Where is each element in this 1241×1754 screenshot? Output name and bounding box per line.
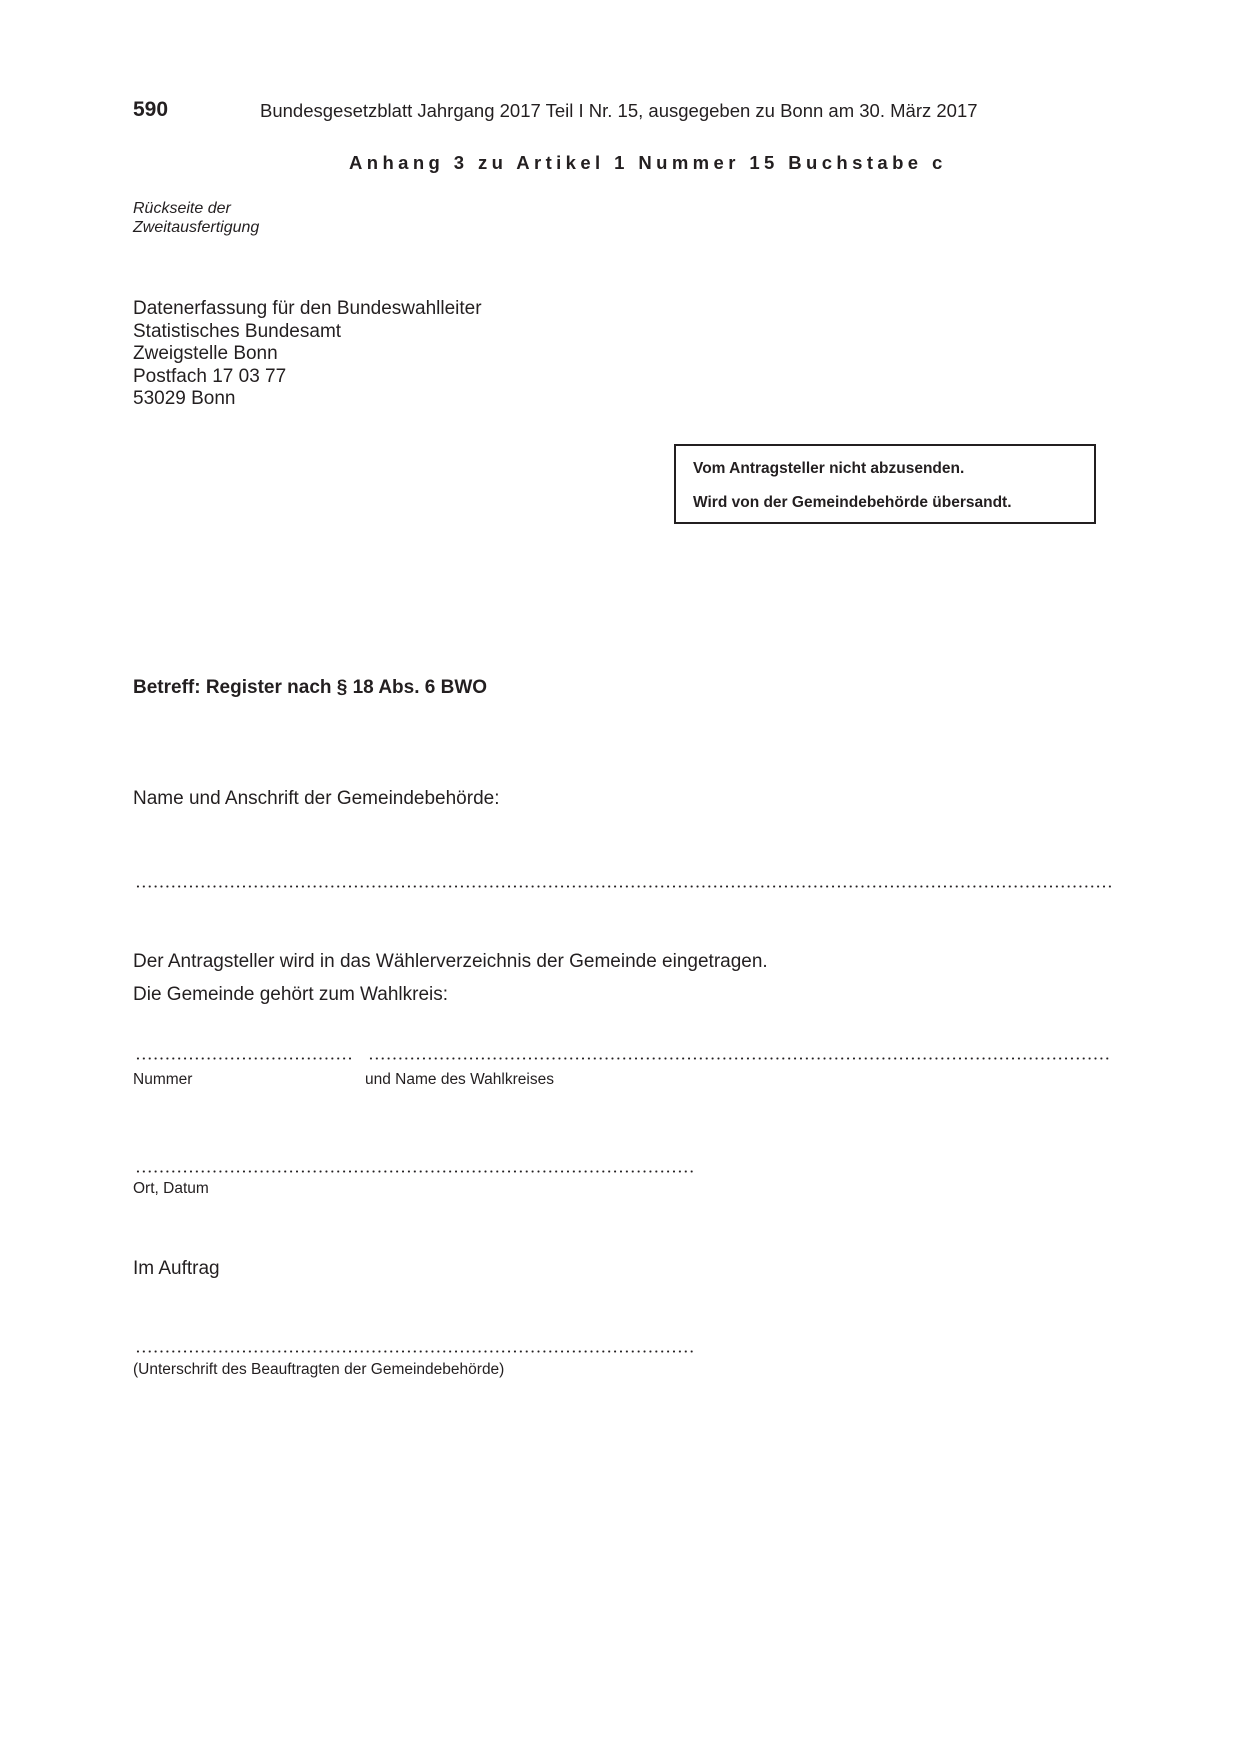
constituency-number-caption: Nummer — [133, 1071, 193, 1088]
notice-box — [674, 444, 1096, 524]
constituency-number-field[interactable] — [135, 1057, 353, 1060]
constituency-intro: Die Gemeinde gehört zum Wahlkreis: — [133, 984, 449, 1005]
running-header: Bundesgesetzblatt Jahrgang 2017 Teil I Nr. 15, ausgegeben zu Bonn am 30. März 2017 — [260, 100, 978, 121]
back-side-note — [133, 199, 259, 237]
notice-line: Wird von der Gemeindebehörde übersandt. — [693, 494, 1012, 511]
place-date-caption: Ort, Datum — [133, 1180, 209, 1197]
place-date-field[interactable] — [135, 1170, 695, 1173]
address-line: Postfach 17 03 77 — [133, 365, 287, 387]
address-line: Datenerfassung für den Bundeswahlleiter — [133, 298, 482, 319]
authority-name-field[interactable] — [135, 885, 1111, 888]
address-line: 53029 Bonn — [133, 388, 236, 409]
signature-caption: (Unterschrift des Beauftragten der Gemeindebehörde) — [133, 1361, 505, 1378]
signature-field[interactable] — [135, 1350, 695, 1353]
back-side-note-line: Rückseite der — [133, 200, 231, 217]
on-behalf-label: Im Auftrag — [133, 1258, 220, 1279]
recipient-address — [133, 298, 482, 411]
address-line: Zweigstelle Bonn — [133, 343, 278, 364]
page-number: 590 — [133, 98, 169, 121]
constituency-name-field[interactable] — [368, 1057, 1112, 1060]
back-side-note-line: Zweitausfertigung — [133, 219, 260, 236]
registration-statement: Der Antragsteller wird in das Wählerverzeichnis der Gemeinde eingetragen. — [133, 951, 768, 972]
notice-line: Vom Antragsteller nicht abzusenden. — [693, 460, 965, 477]
address-line: Statistisches Bundesamt — [133, 320, 342, 342]
authority-label: Name und Anschrift der Gemeindebehörde: — [133, 788, 500, 809]
annex-title: Anhang 3 zu Artikel 1 Nummer 15 Buchstabe c — [349, 152, 947, 173]
constituency-name-caption: und Name des Wahlkreises — [365, 1071, 554, 1088]
subject-line: Betreff: Register nach § 18 Abs. 6 BWO — [133, 677, 488, 698]
